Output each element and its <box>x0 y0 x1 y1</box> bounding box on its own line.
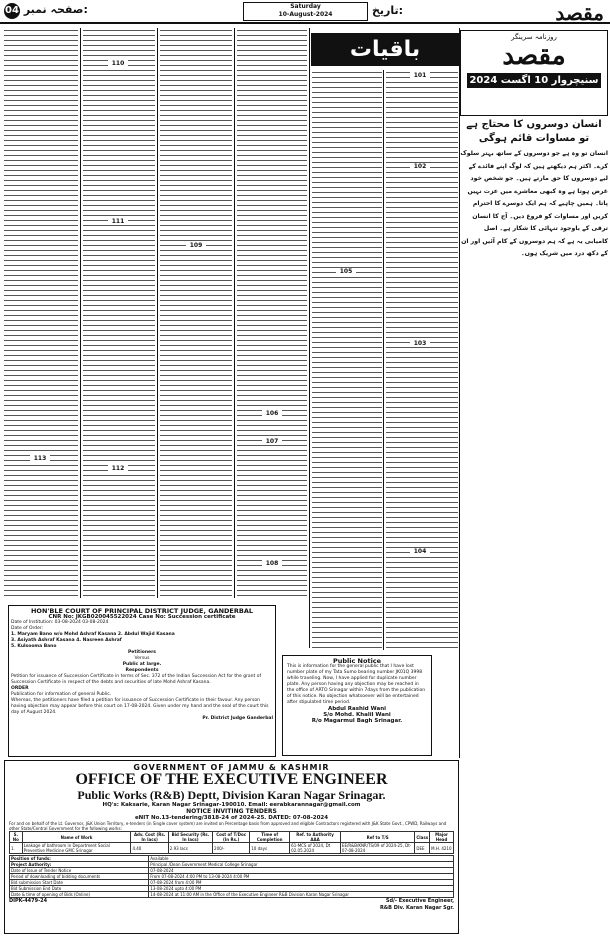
section-number: 106 <box>262 410 282 417</box>
nit-title: NOTICE INVITING TENDERS <box>186 808 277 815</box>
notice-body: This is information for the general public that I have lost number plate of my Tata Sumo bearing number JK01Q 3998 while traveling. Now, I have applied for duplicate number plate. Any person having any objection may be reached in the office of ARTO Srinagar within 7days from the publication of this notice. No objection whatsoever will be entertained after stipulated time period. <box>287 664 426 705</box>
section-number: 102 <box>410 163 430 170</box>
table-header: Adv. Cost (Rs. In lacs) <box>131 832 168 843</box>
section-number: 110 <box>108 60 128 67</box>
page-number-label: صفحہ نمبر: <box>23 3 88 16</box>
table-row <box>10 843 454 854</box>
court-line: Pr. District Judge Ganderbal <box>202 716 273 721</box>
court-line: Public at large. <box>122 662 162 667</box>
table-header: Name of Work <box>22 832 131 843</box>
court-line: Versus <box>134 656 150 661</box>
table-header: Ref to T/S <box>340 832 414 843</box>
masthead-logo: مقصد <box>502 41 566 71</box>
dipk-number: DIPK-4479-24 <box>9 898 48 904</box>
column-rule <box>80 28 81 598</box>
text-column <box>386 70 458 650</box>
section-number: 101 <box>410 72 430 79</box>
table-cell: DEE <box>415 843 430 854</box>
section-number: 107 <box>262 438 282 445</box>
table-cell: Date of Issue of Tender Notice <box>10 868 149 874</box>
court-line: Whereas, the petitioners have filed a petition for issuance of Succession Certificate in their favour. Any person having objection may appear before this court on 17-08-2024. Given under my hand and the seal of the court this day of August 2024. <box>11 698 269 715</box>
editorial-body: انسان تو وہ ہے جو دوسروں کے ساتھ بہتر سلوک کرے۔ اکثر ہم دیکھتے ہیں کہ لوگ اپنے فائدے کے لیے دوسروں کا حق مارتے ہیں۔ جو شخص خود غرض ہوتا ہے وہ کبھی معاشرے میں عزت نہیں پاتا۔ ہمیں چاہیے کہ ہم ایک دوسرے کا احترام کریں اور مساوات کو فروغ دیں۔ آج کا انسان ترقی کے باوجود تنہائی کا شکار ہے۔ اصل کامیابی یہ ہے کہ ہم دوسروں کے کام آئیں اور ان کے دکھ درد میں شریک ہوں۔ <box>460 150 608 257</box>
dept-title: Public Works (R&B) Deptt, Division Karan Nagar Srinagar. <box>77 788 386 802</box>
masthead-small: روزنامہ سرینگر <box>511 33 557 41</box>
column-rule <box>309 28 310 648</box>
text-column <box>312 70 382 650</box>
text-column <box>160 28 232 598</box>
court-line: ORDER <box>11 686 29 691</box>
day-text: Saturday <box>290 3 321 10</box>
notice-father: S/o Mohd. Khalil Wani <box>323 712 391 718</box>
office-title: OFFICE OF THE EXECUTIVE ENGINEER <box>75 771 388 788</box>
schedule-table <box>9 855 454 898</box>
page-number <box>4 3 88 19</box>
table-cell: Bid submission Start Date <box>10 880 149 886</box>
tender-footer <box>9 898 454 912</box>
court-line: Date of Order: <box>11 626 44 631</box>
baqiyat-banner: باقیات <box>311 33 459 66</box>
notice-name: Abdul Rashid Wani <box>327 706 387 712</box>
table-cell: 10 days <box>250 843 290 854</box>
table-row <box>10 892 454 898</box>
section-number: 111 <box>108 218 128 225</box>
masthead-date: سنیچروار 10 اگست 2024 <box>467 73 601 88</box>
page-header <box>0 0 610 24</box>
date-text: 10-August-2024 <box>278 11 333 18</box>
column-rule <box>234 28 235 598</box>
table-cell: Date & time of opening of Bids (Online) <box>10 892 149 898</box>
notice-address: R/o Magarmul Bagh Srinagar. <box>311 718 403 724</box>
nit-number: eNIT No.13-tendering/3818-24 of 2024-25. DATED: 07-08-2024 <box>134 815 329 821</box>
court-line: 3. Asiyath Ashraf Kasana 4. Nasreen Ashraf <box>11 638 122 643</box>
column-rule <box>383 70 384 650</box>
section-number: 105 <box>336 268 356 275</box>
notice-title: Public Notice <box>332 657 382 665</box>
table-cell: Leakage of bathroom in Department Social Preventive Medicine GMC Srinagar <box>22 843 131 854</box>
gov-title: GOVERNMENT OF JAMMU & KASHMIR <box>133 763 330 772</box>
tender-table <box>9 831 454 854</box>
table-cell: EE/R&B/KNR/TS/09 of 2024-25, Dt-07-08-2024 <box>340 843 414 854</box>
tender-notice <box>4 760 459 934</box>
table-header: Major Head <box>430 832 454 843</box>
tender-intro: For and on behalf of the Lt. Governor, J&K Union Territory, e-tenders (in Single cover system) are invited on Percentage basis from approved and eligible Contractors registered with J&K State Govt., CPWD, Railways and other State/Central Government for the following works: <box>9 821 447 831</box>
signature-line: Sd/- Executive Engineer, <box>385 898 454 904</box>
editorial-headline: انسان دوسروں کا محتاج ہے تو مساوات قائم ہوگی <box>466 119 602 144</box>
table-header-row <box>10 832 454 843</box>
newspaper-logo: مقصد <box>555 1 604 25</box>
court-line: Petition for issuance of Succession Certificate in terms of Sec. 372 of the Indian Succession Act for the grant of Succession Certificate in respect of the debts and securities of late Mohd Ashraf Kasana. <box>11 674 262 685</box>
text-column <box>83 28 155 598</box>
signature-block <box>380 898 454 912</box>
page-number-value: 04 <box>4 3 20 19</box>
table-cell: 14-08-2024 at 11:00 AM in the Office of the Executive Engineer R&B Division Karan Nagar Srinagar <box>149 892 454 898</box>
court-line: Publication for information of general Public. <box>11 692 112 697</box>
hq-line: HQ's: Kaksarie, Karan Nagar Srinagar-190010. Email: eerabkarannagar@gmail.com <box>102 802 361 808</box>
column-rule <box>157 28 158 598</box>
section-number: 108 <box>262 560 282 567</box>
court-line: Respondents <box>125 668 159 673</box>
text-column <box>4 28 78 598</box>
section-number: 112 <box>108 465 128 472</box>
masthead <box>460 30 608 116</box>
table-cell: 2.93 lacs <box>168 843 212 854</box>
table-header: Cost of T/Doc (In Rs.) <box>213 832 250 843</box>
table-header: Time of Completion <box>250 832 290 843</box>
court-line: 1. Maryam Bano w/o Mohd Ashraf Kasana 2. Abdul Wajid Kasana <box>11 632 175 637</box>
table-cell: 07-08-2024 from 4:00 PM <box>149 880 454 886</box>
table-cell: 1. <box>10 843 23 854</box>
table-cell: M.H. 4210 <box>430 843 454 854</box>
text-column <box>237 28 307 598</box>
table-header: Class <box>415 832 430 843</box>
court-line: Date of Institution: 03-08-2024 03-08-2024 <box>11 620 109 625</box>
public-notice <box>282 655 432 756</box>
editorial <box>460 118 608 934</box>
court-notice <box>8 605 276 757</box>
court-line: Petitioners <box>128 650 156 655</box>
table-cell: Principal /Dean Government Medical College Srinagar <box>149 862 454 868</box>
table-cell: Available <box>149 856 454 862</box>
table-cell: 61-MCS of 2024, Dt 02.05.2024 <box>290 843 341 854</box>
table-cell: 4.40 <box>131 843 168 854</box>
section-number: 113 <box>30 455 50 462</box>
court-cnr: CNR No: JKGB020045522024 Case No: Succession certificate <box>48 614 236 620</box>
court-title: HON'BLE COURT OF PRINCIPAL DISTRICT JUDGE, GANDERBAL <box>30 607 254 615</box>
table-cell: 07-08-2024 <box>149 868 454 874</box>
table-cell: 200/- <box>213 843 250 854</box>
table-cell: Bid Submission End Date <box>10 886 149 892</box>
table-cell: Period of downloading of bidding documents <box>10 874 149 880</box>
date-box <box>243 2 368 21</box>
date-label: تاریخ: <box>372 4 404 17</box>
table-cell: Position of funds: <box>10 856 149 862</box>
section-number: 103 <box>410 340 430 347</box>
section-number: 109 <box>186 242 206 249</box>
table-header: S. No <box>10 832 23 843</box>
table-cell: From 07-08-2024 4:00 PM to 13-08-2024 4:00 PM <box>149 874 454 880</box>
court-line: 5. Kulsooma Bano <box>11 644 57 649</box>
signature-line: R&B Div. Karan Nagar Sgr. <box>379 905 454 911</box>
table-cell: Project Authority: <box>10 862 149 868</box>
section-number: 104 <box>410 548 430 555</box>
table-cell: 13-08-2024 upto 4:00 PM <box>149 886 454 892</box>
table-header: Bid Security (Rs. In lacs) <box>168 832 212 843</box>
table-header: Ref. to Authority AAA <box>290 832 341 843</box>
